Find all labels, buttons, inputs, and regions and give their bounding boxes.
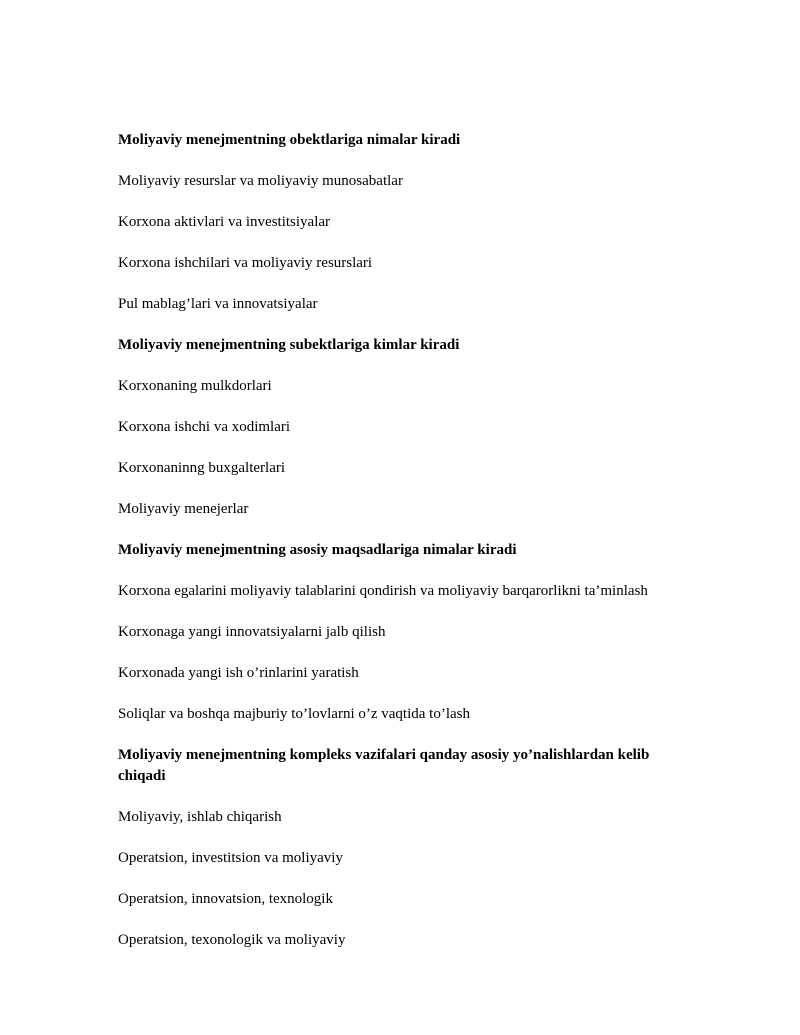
answer-option: Pul mablag’lari va innovatsiyalar [118, 296, 318, 312]
question-block-4 [118, 745, 688, 951]
answer-option: Moliyaviy menejerlar [118, 501, 249, 517]
question-block-1 [118, 130, 688, 315]
answer-option: Korxona ishchilari va moliyaviy resurslari [118, 255, 373, 271]
answer-option: Korxona egalarini moliyaviy talablarini qondirish va moliyaviy barqarorlikni ta’minlash [118, 583, 648, 599]
answer-option: Korxonaga yangi innovatsiyalarni jalb qilish [118, 624, 386, 640]
question-block-3 [118, 540, 688, 725]
question-heading: Moliyaviy menejmentning subektlariga kimlar kiradi [118, 337, 460, 353]
answer-option: Moliyaviy, ishlab chiqarish [118, 809, 282, 825]
answer-option: Soliqlar va boshqa majburiy to’lovlarni o’z vaqtida to’lash [118, 706, 471, 722]
answer-option: Operatsion, innovatsion, texnologik [118, 891, 333, 907]
answer-option: Korxonaninng buxgalterlari [118, 460, 286, 476]
question-heading: Moliyaviy menejmentning kompleks vazifalari qanday asosiy yo’nalishlardan kelib chiqadi [118, 747, 650, 784]
answer-option: Operatsion, investitsion va moliyaviy [118, 850, 343, 866]
question-heading: Moliyaviy menejmentning obektlariga nimalar kiradi [118, 132, 461, 148]
answer-option: Korxona aktivlari va investitsiyalar [118, 214, 331, 230]
answer-option: Korxonada yangi ish o’rinlarini yaratish [118, 665, 359, 681]
question-block-2 [118, 335, 688, 520]
answer-option: Korxonaning mulkdorlari [118, 378, 272, 394]
question-heading: Moliyaviy menejmentning asosiy maqsadlariga nimalar kiradi [118, 542, 517, 558]
answer-option: Moliyaviy resurslar va moliyaviy munosabatlar [118, 173, 403, 189]
answer-option: Korxona ishchi va xodimlari [118, 419, 291, 435]
answer-option: Operatsion, texonologik va moliyaviy [118, 932, 346, 948]
document-content [118, 115, 688, 971]
